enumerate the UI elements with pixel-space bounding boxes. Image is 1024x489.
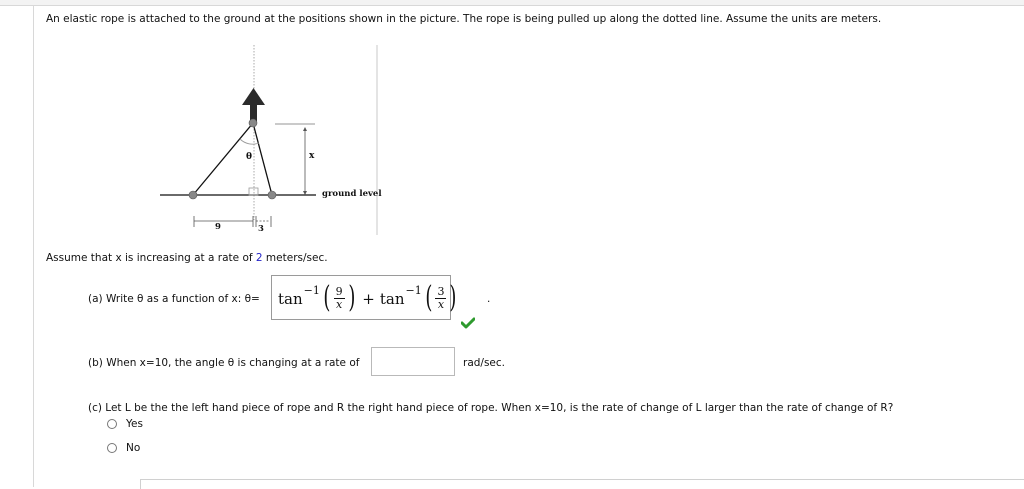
right-paren: ) [347, 279, 355, 315]
next-section-box [140, 479, 1024, 489]
term2-fn: tan [379, 289, 405, 308]
option-no-label: No [126, 442, 141, 454]
x-label: x [309, 151, 315, 161]
term2-exp: −1 [405, 284, 422, 297]
option-no[interactable] [107, 442, 140, 454]
rate-statement: Assume that x is increasing at a rate of 2 meters/sec. [46, 252, 328, 264]
option-yes-label: Yes [126, 418, 143, 430]
theta-label: θ [246, 152, 253, 162]
part-a-label: (a) Write θ as a function of x: θ= [88, 293, 260, 305]
left-border [33, 6, 34, 487]
left-paren: ( [425, 279, 433, 315]
part-c-label: (c) Let L be the the left hand piece of rope and R the right hand piece of rope. When x=10, is the rate of change of L larger than the rate of change of R? [88, 402, 894, 414]
top-bar [0, 0, 1024, 6]
right-paren: ) [449, 279, 457, 315]
right-distance-label: 3 [258, 224, 264, 234]
part-a-period: . [487, 293, 491, 305]
part-a-answer-field[interactable] [271, 275, 457, 320]
term1-fn: tan [278, 289, 303, 308]
ground-level-label: ground level [322, 189, 382, 199]
part-b-label: (b) When x=10, the angle θ is changing at a rate of [88, 357, 360, 369]
left-paren: ( [323, 279, 331, 315]
checkmark-icon [461, 317, 475, 329]
radio-button-yes[interactable] [107, 419, 117, 429]
left-distance-label: 9 [215, 222, 221, 232]
problem-intro: An elastic rope is attached to the ground at the positions shown in the picture. The rope is being pulled up along the dotted line. Assume the units are meters. [46, 13, 882, 25]
plus-operator: + [362, 289, 375, 308]
term1-exp: −1 [303, 284, 320, 297]
up-arrow-icon [242, 88, 265, 122]
part-b-unit: rad/sec. [463, 357, 505, 369]
term1-fraction: $\frac{9}{x}$ [335, 285, 343, 311]
rate-value: 2 [255, 252, 263, 264]
term2-fraction: $\frac{3}{x}$ [437, 285, 445, 311]
option-yes[interactable] [107, 418, 143, 430]
radio-button-no[interactable] [107, 443, 117, 453]
part-b-answer-input[interactable] [371, 347, 455, 376]
rope-diagram [150, 40, 390, 240]
